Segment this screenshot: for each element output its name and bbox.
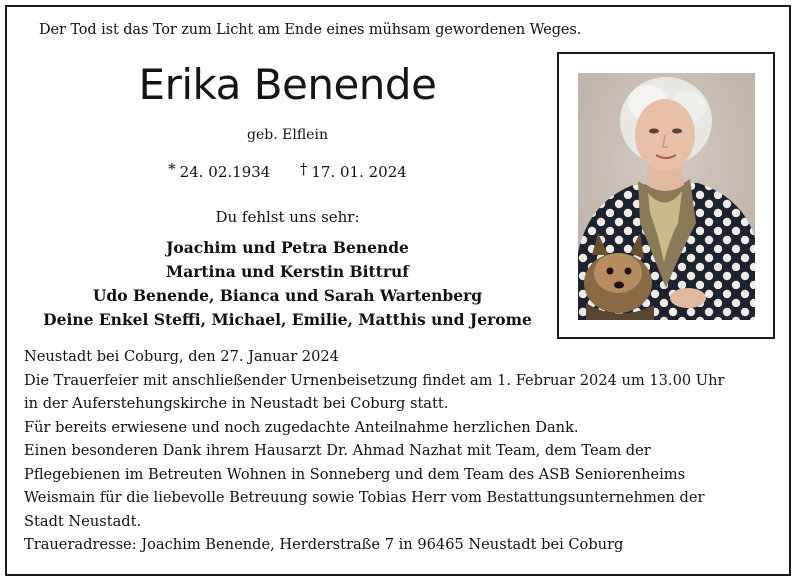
notice-body [24, 345, 764, 557]
portrait-photo [578, 73, 755, 320]
address-line: Traueradresse: Joachim Benende, Herderstraße 7 in 96465 Neustadt bei Coburg [24, 536, 624, 553]
mourners-list [40, 236, 535, 332]
birth-date: 24. 02.1934 [179, 163, 271, 181]
deceased-name: Erika Benende [138, 60, 437, 109]
death-date: 17. 01. 2024 [311, 163, 407, 181]
mourner-line: Udo Benende, Bianca und Sarah Wartenberg [92, 286, 483, 305]
body-line: in der Auferstehungskirche in Neustadt bei Coburg statt. [24, 395, 449, 412]
body-line: Pflegebienen im Betreuten Wohnen in Sonneberg und dem Team des ASB Seniorenheims [24, 465, 686, 483]
body-line: Weismain für die liebevolle Betreuung sowie Tobias Herr vom Bestattungsunternehmen der [24, 489, 705, 506]
body-line: Stadt Neustadt. [24, 512, 142, 530]
body-line: Einen besonderen Dank ihrem Hausarzt Dr. Ahmad Nazhat mit Team, dem Team der [24, 442, 651, 459]
motto-text: Der Tod ist das Tor zum Licht am Ende eines mühsam gewordenen Weges. [39, 22, 582, 38]
mourner-line: Deine Enkel Steffi, Michael, Emilie, Matthis und Jerome [43, 310, 532, 329]
life-dates [60, 160, 515, 181]
portrait-frame [557, 52, 775, 339]
missed-line: Du fehlst uns sehr: [215, 208, 360, 226]
birth-name: geb. Elflein [247, 127, 328, 143]
body-line: Für bereits erwiesene und noch zugedachte Anteilnahme herzlichen Dank. [24, 418, 579, 436]
body-line: Die Trauerfeier mit anschließender Urnenbeisetzung findet am 1. Februar 2024 um 13.00 Uhr [24, 371, 725, 389]
birth-star-icon: * [168, 160, 176, 178]
mourner-line: Joachim und Petra Benende [166, 238, 409, 257]
mourner-line: Martina und Kerstin Bittruf [166, 262, 409, 281]
death-cross-icon: † [299, 160, 308, 178]
place-date-line: Neustadt bei Coburg, den 27. Januar 2024 [24, 348, 339, 365]
